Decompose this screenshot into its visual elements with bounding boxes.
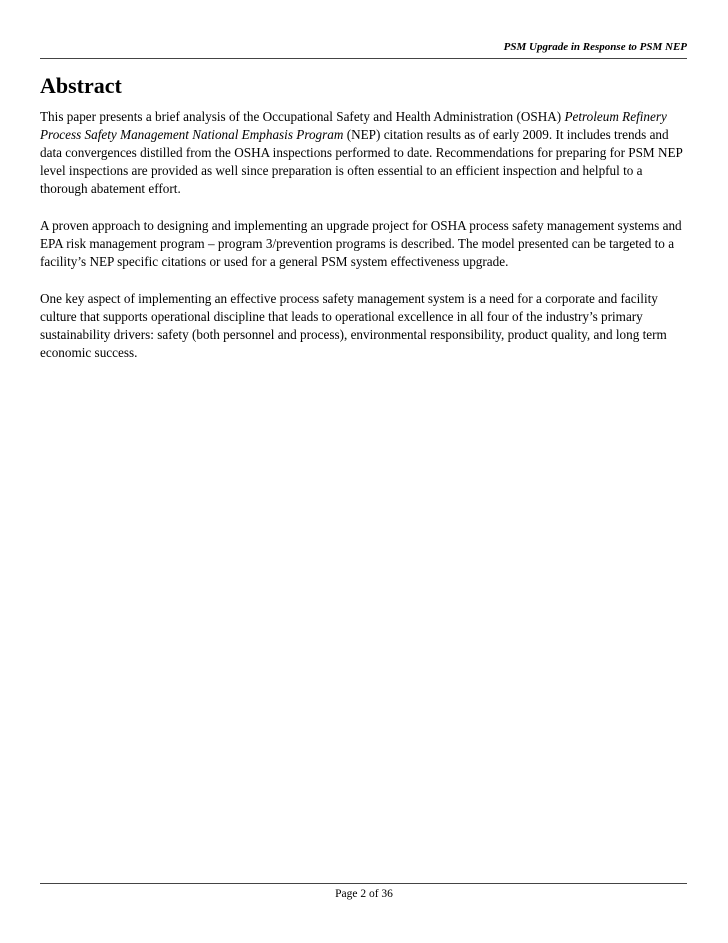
page-body <box>40 71 688 362</box>
abstract-paragraph-2: A proven approach to designing and implementing an upgrade project for OSHA process safety management systems and EPA risk management program – program 3/prevention programs is described. The model presented can be targeted to a facility’s NEP specific citations or used for a general PSM system effectiveness upgrade. <box>40 218 682 269</box>
program-name-emphasis: Petroleum Refinery Process Safety Management National Emphasis Program <box>40 109 667 142</box>
page-number: Page 2 of 36 <box>335 888 393 900</box>
footer-divider <box>40 883 687 884</box>
paragraph-text: (NEP) citation results as of early 2009. It includes trends and data convergences distilled from the OSHA inspections performed to date. Recommendations for preparing for PSM NEP level inspections are provided as well since preparation is often essential to an efficient inspection and helpful to a thorough abatement effort. <box>40 127 683 196</box>
running-header: PSM Upgrade in Response to PSM NEP <box>503 41 687 53</box>
paragraph-text: This paper presents a brief analysis of the Occupational Safety and Health Administration (OSHA) <box>40 109 565 124</box>
header-divider <box>40 58 687 59</box>
abstract-paragraph-3: One key aspect of implementing an effective process safety management system is a need for a corporate and facility culture that supports operational discipline that leads to operational excellence in all four of the industry’s primary sustainability drivers: safety (both personnel and process), environmental responsibility, product quality, and long term economic success. <box>40 291 667 360</box>
section-heading: Abstract <box>40 73 122 98</box>
abstract-paragraph-1 <box>40 108 688 198</box>
